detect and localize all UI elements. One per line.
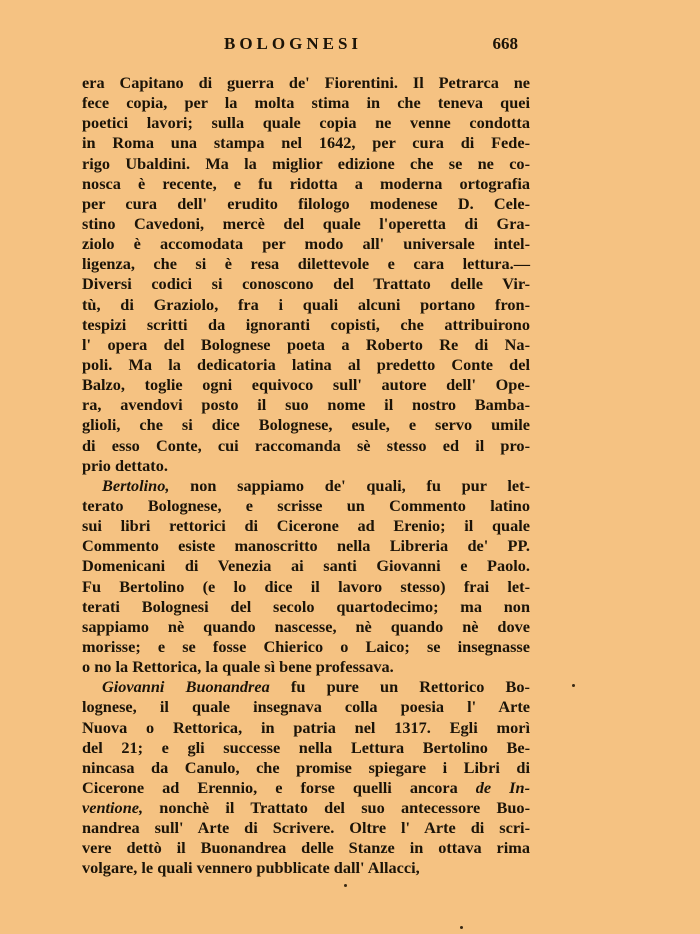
text-run: non sappiamo de' quali, fu pur let- bbox=[169, 475, 530, 495]
text-line bbox=[82, 315, 530, 335]
text-run: per cura dell' erudito filologo modenese D. Cele- bbox=[82, 193, 530, 213]
text-line bbox=[82, 677, 530, 697]
text-run: nonchè il Trattato del suo antecessore Buo- bbox=[143, 798, 530, 818]
text-run: poli. Ma la dedicatoria latina al predetto Conte del bbox=[82, 354, 530, 374]
text-line bbox=[82, 93, 530, 113]
text-run: terato Bolognese, e scrisse un Commento latino bbox=[82, 495, 530, 515]
text-line bbox=[82, 637, 530, 657]
text-line bbox=[82, 154, 530, 174]
text-run: poetici lavori; sulla quale copia ne venne condotta bbox=[82, 113, 530, 133]
text-line bbox=[82, 697, 530, 717]
text-run: in Roma una stampa nel 1642, per cura di Fede- bbox=[82, 133, 530, 153]
text-run: nosca è recente, e fu ridotta a moderna ortografia bbox=[82, 173, 530, 193]
paper-speck bbox=[344, 884, 347, 887]
text-line bbox=[82, 798, 530, 818]
text-line bbox=[82, 556, 530, 576]
text-run: Balzo, toglie ogni equivoco sull' autore dell' Ope- bbox=[82, 375, 530, 395]
text-line bbox=[82, 758, 530, 778]
text-run: terati Bolognesi del secolo quartodecimo; ma non bbox=[82, 596, 530, 616]
text-run: di esso Conte, cui raccomanda sè stesso ed il pro- bbox=[82, 435, 530, 455]
text-run: del 21; e gli successe nella Lettura Bertolino Be- bbox=[82, 737, 530, 757]
text-run: prio dettato. bbox=[82, 455, 168, 475]
paper-speck bbox=[460, 926, 463, 929]
text-line bbox=[82, 274, 530, 294]
text-run: Nuova o Rettorica, in patria nel 1317. Egli morì bbox=[82, 717, 530, 737]
text-line bbox=[82, 355, 530, 375]
text-run: tespizi scritti da ignoranti copisti, che attribuirono bbox=[82, 314, 530, 334]
text-run: sui libri rettorici di Cicerone ad Erenio; il quale bbox=[82, 516, 530, 536]
text-line bbox=[82, 778, 530, 798]
text-line bbox=[82, 73, 530, 93]
running-head bbox=[82, 34, 518, 58]
text-line bbox=[82, 496, 530, 516]
text-line bbox=[82, 597, 530, 617]
text-line bbox=[82, 234, 530, 254]
text-run: Domenicani di Venezia ai santi Giovanni e Paolo. bbox=[82, 556, 530, 576]
text-run: ligenza, che si è resa dilettevole e cara lettura.— bbox=[82, 254, 530, 274]
text-line bbox=[82, 214, 530, 234]
text-run: nincasa da Canulo, che promise spiegare i Libri di bbox=[82, 757, 530, 777]
text-run: l' opera del Bolognese poeta a Roberto Re di Na- bbox=[82, 334, 530, 354]
text-run: rigo Ubaldini. Ma la miglior edizione che se ne co- bbox=[82, 153, 530, 173]
text-run: lognese, il quale insegnava colla poesia l' Arte bbox=[82, 697, 530, 717]
text-run: o no la Rettorica, la quale sì bene professava. bbox=[82, 657, 394, 677]
text-run: vere dettò il Buonandrea delle Stanze in ottava rima bbox=[82, 838, 530, 858]
text-run: tù, di Graziolo, fra i quali alcuni portano fron- bbox=[82, 294, 530, 314]
page-number: 668 bbox=[492, 34, 518, 53]
text-run: glioli, che si dice Bolognese, esule, e servo umile bbox=[82, 415, 530, 435]
text-line bbox=[82, 335, 530, 355]
text-line bbox=[82, 516, 530, 536]
italic-name-run: Bertolino, bbox=[102, 475, 170, 495]
text-run: fece copia, per la molta stima in che teneva quei bbox=[82, 93, 530, 113]
text-line bbox=[82, 456, 530, 476]
text-line bbox=[82, 818, 530, 838]
text-run: Cicerone ad Erennio, e forse quelli ancora bbox=[82, 777, 476, 797]
text-run: ziolo è accomodata per modo all' universale intel- bbox=[82, 234, 530, 254]
running-title: BOLOGNESI bbox=[224, 34, 363, 53]
text-run: Commento esiste manoscritto nella Libreria de' PP. bbox=[82, 536, 530, 556]
text-line bbox=[82, 718, 530, 738]
text-line bbox=[82, 617, 530, 637]
text-line bbox=[82, 395, 530, 415]
text-line bbox=[82, 113, 530, 133]
text-run: era Capitano di guerra de' Fiorentini. Il Petrarca ne bbox=[82, 73, 530, 92]
text-line bbox=[82, 415, 530, 435]
text-line bbox=[82, 436, 530, 456]
italic-name-run: de In- bbox=[475, 777, 530, 797]
text-line bbox=[82, 295, 530, 315]
italic-name-run: ventione, bbox=[82, 798, 144, 818]
text-run: sappiamo nè quando nascesse, nè quando nè dove bbox=[82, 616, 530, 636]
text-run: nandrea sull' Arte di Scrivere. Oltre l' Arte di scri- bbox=[82, 818, 530, 838]
text-line bbox=[82, 838, 530, 858]
text-line bbox=[82, 738, 530, 758]
text-line bbox=[82, 476, 530, 496]
body-text bbox=[82, 73, 530, 879]
text-line bbox=[82, 858, 530, 878]
text-run: volgare, le quali vennero pubblicate dall' Allacci, bbox=[82, 858, 420, 878]
paper-speck bbox=[572, 684, 575, 687]
text-run: stino Cavedoni, mercè del quale l'operetta di Gra- bbox=[82, 213, 530, 233]
text-line bbox=[82, 577, 530, 597]
text-line bbox=[82, 254, 530, 274]
text-run: Diversi codici si conoscono del Trattato delle Vir- bbox=[82, 274, 530, 294]
text-run: ra, avendovi posto il suo nome il nostro Bamba- bbox=[82, 395, 530, 415]
text-line bbox=[82, 194, 530, 214]
text-line bbox=[82, 133, 530, 153]
text-line bbox=[82, 174, 530, 194]
text-run: fu pure un Rettorico Bo- bbox=[269, 677, 530, 697]
text-line bbox=[82, 375, 530, 395]
text-run: Fu Bertolino (e lo dice il lavoro stesso) frai let- bbox=[82, 576, 530, 596]
italic-name-run: Giovanni Buonandrea bbox=[102, 677, 270, 697]
text-run: morisse; e se fosse Chierico o Laico; se insegnasse bbox=[82, 636, 530, 656]
text-line bbox=[82, 657, 530, 677]
text-line bbox=[82, 536, 530, 556]
